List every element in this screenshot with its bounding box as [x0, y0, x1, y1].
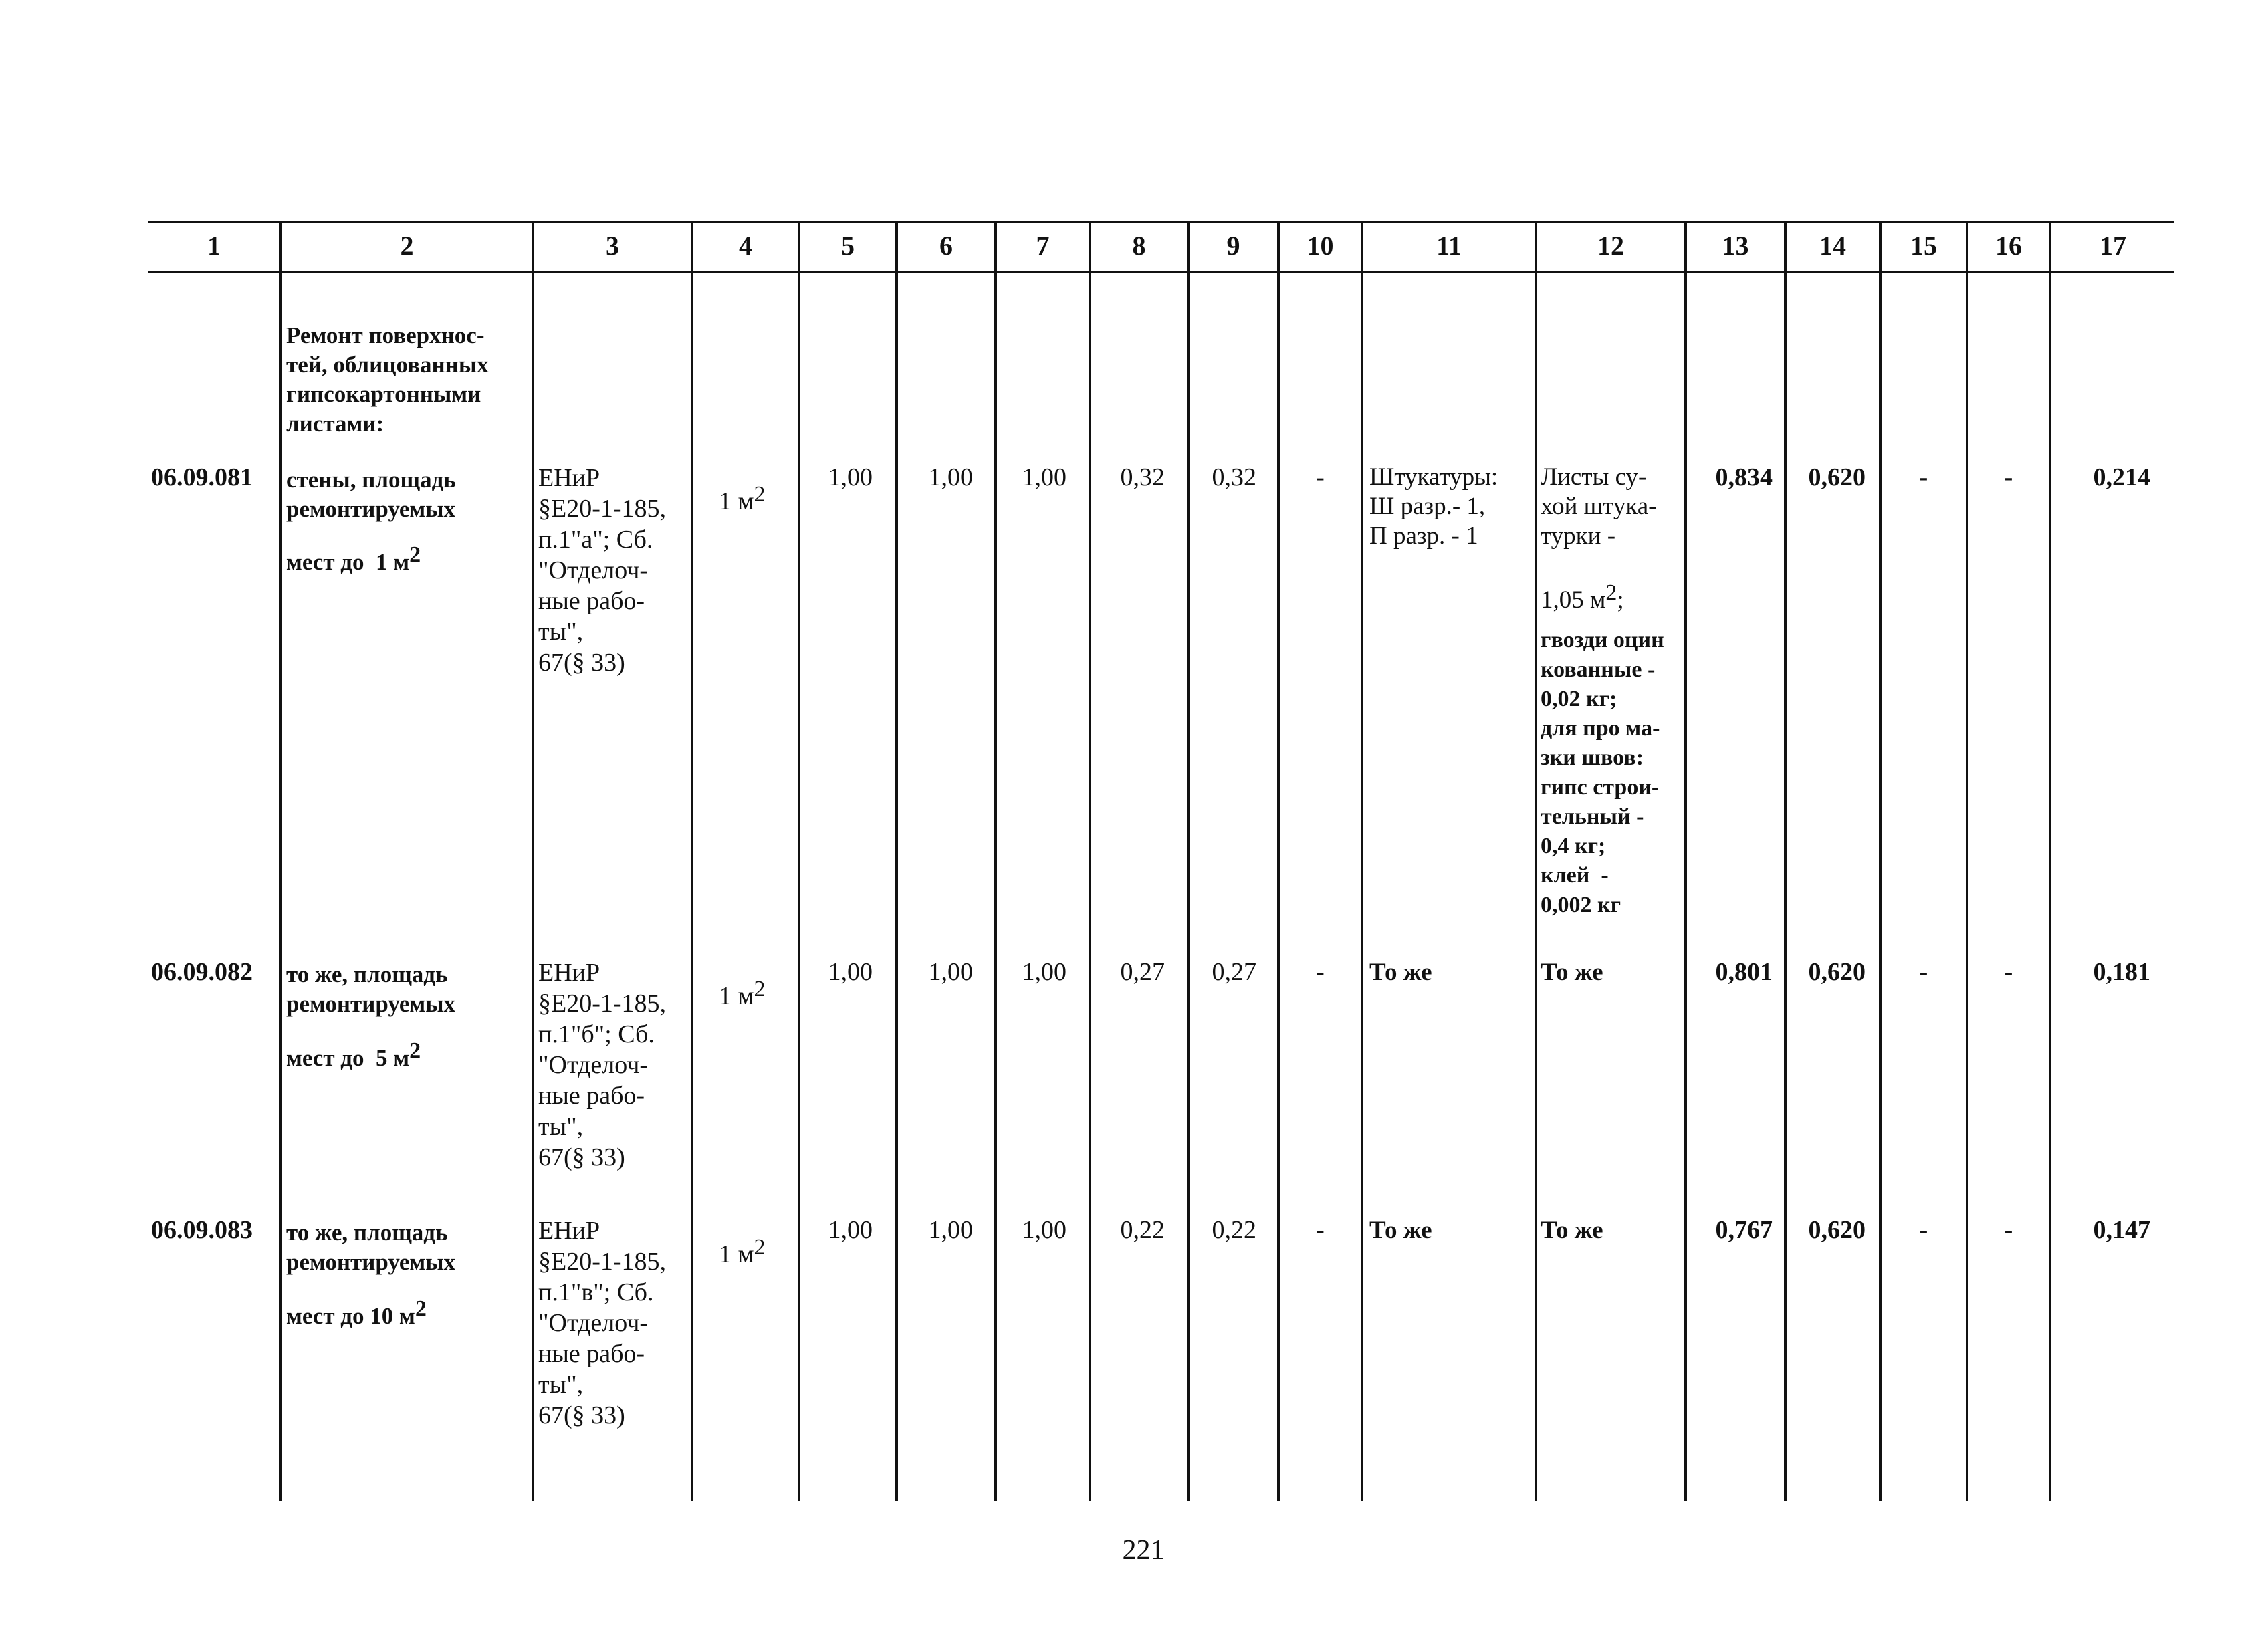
cell-col11: То же: [1369, 959, 1432, 986]
cell-col15: -: [1919, 958, 1928, 986]
column-divider: [691, 221, 693, 1501]
cell-col9: 0,27: [1212, 958, 1256, 986]
cell-col8: 0,22: [1120, 1216, 1165, 1244]
column-divider: [994, 221, 997, 1501]
cell-col15: -: [1919, 463, 1928, 491]
cell-col13: 0,801: [1715, 958, 1773, 986]
column-divider: [532, 221, 534, 1501]
cell-col12: То же: [1541, 959, 1603, 986]
row-reference: ЕНиР §Е20-1-185, п.1"б"; Сб. "Отделоч- ные рабо- ты", 67(§ 33): [538, 959, 667, 1171]
row-unit: [719, 1235, 766, 1270]
column-header: 8: [1132, 231, 1146, 261]
column-header: 6: [939, 231, 953, 261]
row-reference: ЕНиР §Е20-1-185, п.1"в"; Сб. "Отделоч- ные рабо- ты", 67(§ 33): [538, 1217, 667, 1429]
column-divider: [1966, 221, 1968, 1501]
area-text: мест до 10 м: [286, 1303, 415, 1329]
column-divider: [798, 221, 800, 1501]
table-header-rule: [148, 271, 2174, 273]
row-code: 06.09.082: [151, 958, 253, 986]
row-code: 06.09.081: [151, 463, 253, 491]
cell-col7: 1,00: [1022, 463, 1066, 491]
superscript: 2: [754, 1235, 766, 1260]
cell-col9: 0,32: [1212, 463, 1256, 491]
cell-col17: 0,147: [2093, 1216, 2150, 1244]
unit-text: 1 м: [719, 982, 754, 1010]
column-divider: [2049, 221, 2051, 1501]
section-title: Ремонт поверхнос- тей, облицованных гипсокартонными листами:: [286, 322, 489, 437]
column-header: 7: [1036, 231, 1050, 261]
row-description-area: [286, 1296, 427, 1332]
cell-col7: 1,00: [1022, 958, 1066, 986]
cell-col14: 0,620: [1808, 1216, 1866, 1244]
column-divider: [1277, 221, 1280, 1501]
row-description: то же, площадь ремонтируемых: [286, 1219, 456, 1275]
cell-col14: 0,620: [1808, 958, 1866, 986]
unit-text: 1 м: [719, 1240, 754, 1268]
column-divider: [1089, 221, 1091, 1501]
cell-col5: 1,00: [828, 958, 873, 986]
cell-col6: 1,00: [928, 958, 973, 986]
cell-col16: -: [2004, 463, 2013, 491]
cell-col10: -: [1316, 958, 1325, 986]
sheet-amount-tail: ;: [1617, 586, 1624, 614]
cell-col9: 0,22: [1212, 1216, 1256, 1244]
row-description-area: [286, 542, 421, 578]
cell-col12-mid: [1541, 580, 1624, 616]
cell-col11: То же: [1369, 1217, 1432, 1244]
column-header: 13: [1722, 231, 1749, 261]
column-header: 1: [207, 231, 221, 261]
column-header: 14: [1819, 231, 1846, 261]
cell-col14: 0,620: [1808, 463, 1866, 491]
cell-col6: 1,00: [928, 1216, 973, 1244]
column-header: 15: [1910, 231, 1937, 261]
cell-col10: -: [1316, 463, 1325, 491]
column-header: 17: [2100, 231, 2126, 261]
column-divider: [895, 221, 898, 1501]
cell-col11: Штукатуры: Ш разр.- 1, П разр. - 1: [1369, 463, 1498, 550]
column-header: 5: [841, 231, 855, 261]
column-divider: [1684, 221, 1687, 1501]
cell-col15: -: [1919, 1216, 1928, 1244]
superscript: 2: [1605, 580, 1617, 605]
column-header: 10: [1307, 231, 1334, 261]
column-header: 3: [606, 231, 619, 261]
cell-col8: 0,27: [1120, 958, 1165, 986]
column-divider: [1535, 221, 1537, 1501]
row-code: 06.09.083: [151, 1216, 253, 1244]
superscript: 2: [409, 542, 421, 567]
column-header: 11: [1436, 231, 1462, 261]
cell-col8: 0,32: [1120, 463, 1165, 491]
sheet-amount: 1,05 м: [1541, 586, 1606, 614]
cell-col12-bottom: гвозди оцин кованные - 0,02 кг; для про ма- зки швов: гипс строи- тельный - 0,4 кг; клей - 0,002 кг: [1541, 628, 1664, 917]
superscript: 2: [409, 1038, 421, 1063]
area-text: мест до 5 м: [286, 1045, 410, 1071]
row-description-area: [286, 1038, 421, 1074]
superscript: 2: [415, 1296, 427, 1321]
superscript: 2: [754, 482, 766, 507]
cell-col17: 0,214: [2093, 463, 2150, 491]
cell-col13: 0,767: [1715, 1216, 1773, 1244]
cell-col16: -: [2004, 958, 2013, 986]
column-header: 2: [400, 231, 414, 261]
unit-text: 1 м: [719, 487, 754, 515]
page-number: 221: [1122, 1535, 1165, 1566]
row-description: стены, площадь ремонтируемых: [286, 467, 456, 522]
column-header: 16: [1995, 231, 2022, 261]
column-divider: [1361, 221, 1363, 1501]
column-header: 12: [1597, 231, 1624, 261]
cell-col5: 1,00: [828, 1216, 873, 1244]
area-text: мест до 1 м: [286, 549, 410, 575]
cell-col16: -: [2004, 1216, 2013, 1244]
column-header: 9: [1226, 231, 1240, 261]
row-reference: ЕНиР §Е20-1-185, п.1"а"; Сб. "Отделоч- ные рабо- ты", 67(§ 33): [538, 464, 667, 677]
cell-col5: 1,00: [828, 463, 873, 491]
cell-col13: 0,834: [1715, 463, 1773, 491]
row-description: то же, площадь ремонтируемых: [286, 961, 456, 1017]
cell-col7: 1,00: [1022, 1216, 1066, 1244]
column-divider: [1879, 221, 1882, 1501]
column-header: 4: [739, 231, 752, 261]
column-divider: [1187, 221, 1190, 1501]
cell-col12-top: Листы су- хой штука- турки -: [1541, 463, 1657, 550]
cell-col10: -: [1316, 1216, 1325, 1244]
column-divider: [1784, 221, 1787, 1501]
superscript: 2: [754, 977, 766, 1001]
cell-col12: То же: [1541, 1217, 1603, 1244]
row-unit: [719, 977, 766, 1012]
cell-col6: 1,00: [928, 463, 973, 491]
column-divider: [279, 221, 282, 1501]
cell-col17: 0,181: [2093, 958, 2150, 986]
row-unit: [719, 482, 766, 517]
